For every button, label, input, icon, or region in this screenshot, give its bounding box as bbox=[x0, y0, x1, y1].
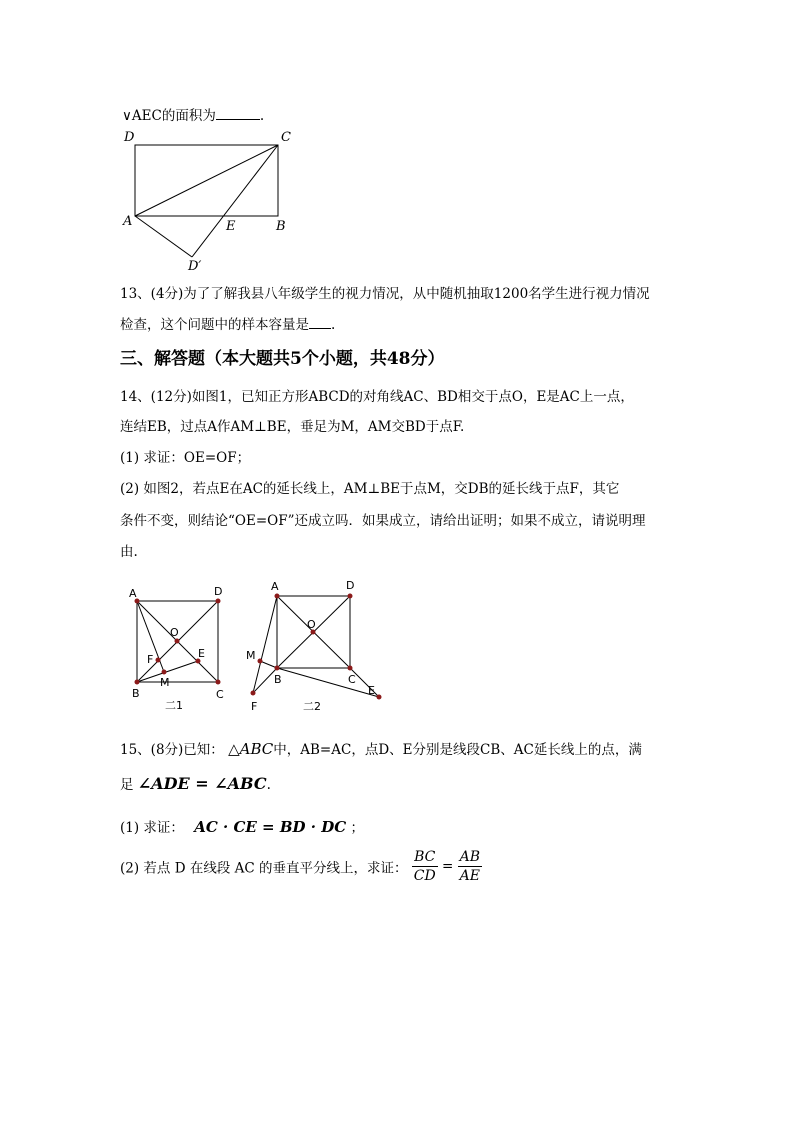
q14-part2-line3: 由. bbox=[120, 544, 138, 560]
q15-cond-end: . bbox=[266, 777, 271, 793]
q14-part2-line2: 条件不变，则结论“OE=OF”还成立吗．如果成立，请给出证明；如果不成立，请说明理 bbox=[120, 513, 646, 529]
q15-triangle: △ABC bbox=[228, 740, 274, 758]
label-D: D bbox=[124, 130, 135, 145]
q15-fraction-2 bbox=[458, 848, 482, 885]
segment-MB bbox=[260, 661, 277, 668]
q15-p1-end: ； bbox=[350, 820, 364, 836]
label-A: A bbox=[123, 214, 133, 229]
q15-cond-a: 足 bbox=[120, 777, 134, 793]
q15-intro-a: 15、(8分)已知： bbox=[120, 742, 224, 758]
q15-p2-label: (2) 若点 D 在线段 AC 的垂直平分线上，求证： bbox=[120, 860, 408, 877]
fig2-label-F: F bbox=[251, 700, 258, 713]
q12-answer-line bbox=[122, 104, 264, 124]
q12-text: 的面积为 bbox=[161, 108, 216, 124]
q15-p1-label: (1) 求证： bbox=[120, 820, 184, 836]
label-B: B bbox=[276, 219, 286, 234]
q14-line2: 连结EB，过点A作AM⊥BE，垂足为M，AM交BD于点F. bbox=[120, 419, 465, 435]
point-B bbox=[135, 680, 140, 685]
fig1-label-D: D bbox=[214, 585, 223, 598]
frac2-denominator: AE bbox=[459, 868, 480, 884]
q15-equals: = bbox=[442, 858, 454, 875]
frac2-numerator: AB bbox=[459, 849, 481, 865]
q13-blank bbox=[309, 314, 331, 329]
fig2-label-B: B bbox=[274, 673, 282, 686]
fig1-caption: ⼆1 bbox=[165, 699, 183, 712]
q15-p1-eq: AC · CE = BD · DC bbox=[194, 818, 347, 836]
fig1-label-C: C bbox=[216, 688, 224, 701]
point-A bbox=[275, 594, 280, 599]
point-M bbox=[162, 670, 167, 675]
segment-AC bbox=[135, 145, 278, 216]
label-Dprime: D′ bbox=[188, 259, 202, 274]
q15-condition bbox=[120, 773, 271, 793]
fig1-label-O: O bbox=[170, 626, 179, 639]
fig1-label-E: E bbox=[198, 647, 205, 660]
fig2-label-C: C bbox=[348, 673, 356, 686]
q15-fraction-1 bbox=[412, 848, 438, 885]
frac1-denominator: CD bbox=[413, 868, 436, 884]
point-F bbox=[156, 658, 161, 663]
fig1-label-F: F bbox=[147, 653, 154, 666]
label-E: E bbox=[226, 219, 236, 234]
q15-cond-eq: ∠ADE = ∠ABC bbox=[137, 774, 267, 793]
q13-text: 检查，这个问题中的样本容量是 bbox=[120, 317, 309, 333]
q15-intro-b: 中，AB=AC，点D、E分别是线段CB、AC延长线上的点，满 bbox=[273, 742, 642, 758]
frac1-numerator: BC bbox=[412, 848, 438, 867]
q14-figure2 bbox=[240, 575, 400, 715]
q12-prefix: ∨AEC bbox=[122, 108, 162, 124]
fig1-label-M: M bbox=[160, 676, 170, 689]
segment-BE bbox=[277, 668, 379, 697]
point-C bbox=[348, 666, 353, 671]
fig2-label-M: M bbox=[246, 649, 256, 662]
q13-line2 bbox=[120, 313, 335, 333]
fig2-label-A: A bbox=[271, 580, 279, 593]
point-E bbox=[377, 695, 382, 700]
q15-part1 bbox=[120, 816, 364, 836]
q14-line1: 14、(12分)如图1，已知正方形ABCD的对角线AC、BD相交于点O，E是AC上一点， bbox=[120, 389, 634, 405]
point-B bbox=[275, 666, 280, 671]
fig2-label-E: E bbox=[368, 684, 375, 697]
fig1-label-B: B bbox=[132, 687, 140, 700]
q12-end: . bbox=[259, 108, 265, 124]
point-D bbox=[348, 594, 353, 599]
q15-line1 bbox=[120, 738, 642, 758]
segment-ADp bbox=[135, 216, 192, 257]
label-C: C bbox=[281, 130, 291, 145]
point-M bbox=[258, 659, 263, 664]
fig1-label-A: A bbox=[129, 587, 137, 600]
section-heading: 三、解答题（本大题共5个小题，共48分） bbox=[120, 349, 445, 369]
q14-figure1 bbox=[120, 580, 240, 715]
q15-part2 bbox=[120, 848, 482, 885]
q12-figure bbox=[118, 126, 308, 276]
fig2-caption: ⼆2 bbox=[303, 700, 321, 713]
point-F bbox=[251, 691, 256, 696]
q13-end: . bbox=[331, 317, 336, 333]
q13-line1: 13、(4分)为了了解我县八年级学生的视力情况，从中随机抽取1200名学生进行视力情况 bbox=[120, 286, 650, 302]
point-D bbox=[216, 599, 221, 604]
q14-part1: (1) 求证：OE=OF； bbox=[120, 450, 251, 466]
segment-CDp bbox=[192, 145, 278, 257]
q12-blank bbox=[216, 105, 260, 120]
q14-part2-line1: (2) 如图2，若点E在AC的延长线上，AM⊥BE于点M，交DB的延长线于点F，其它 bbox=[120, 481, 620, 497]
point-C bbox=[216, 680, 221, 685]
point-O bbox=[175, 639, 180, 644]
fig2-label-D: D bbox=[346, 579, 355, 592]
fig2-label-O: O bbox=[307, 618, 316, 631]
